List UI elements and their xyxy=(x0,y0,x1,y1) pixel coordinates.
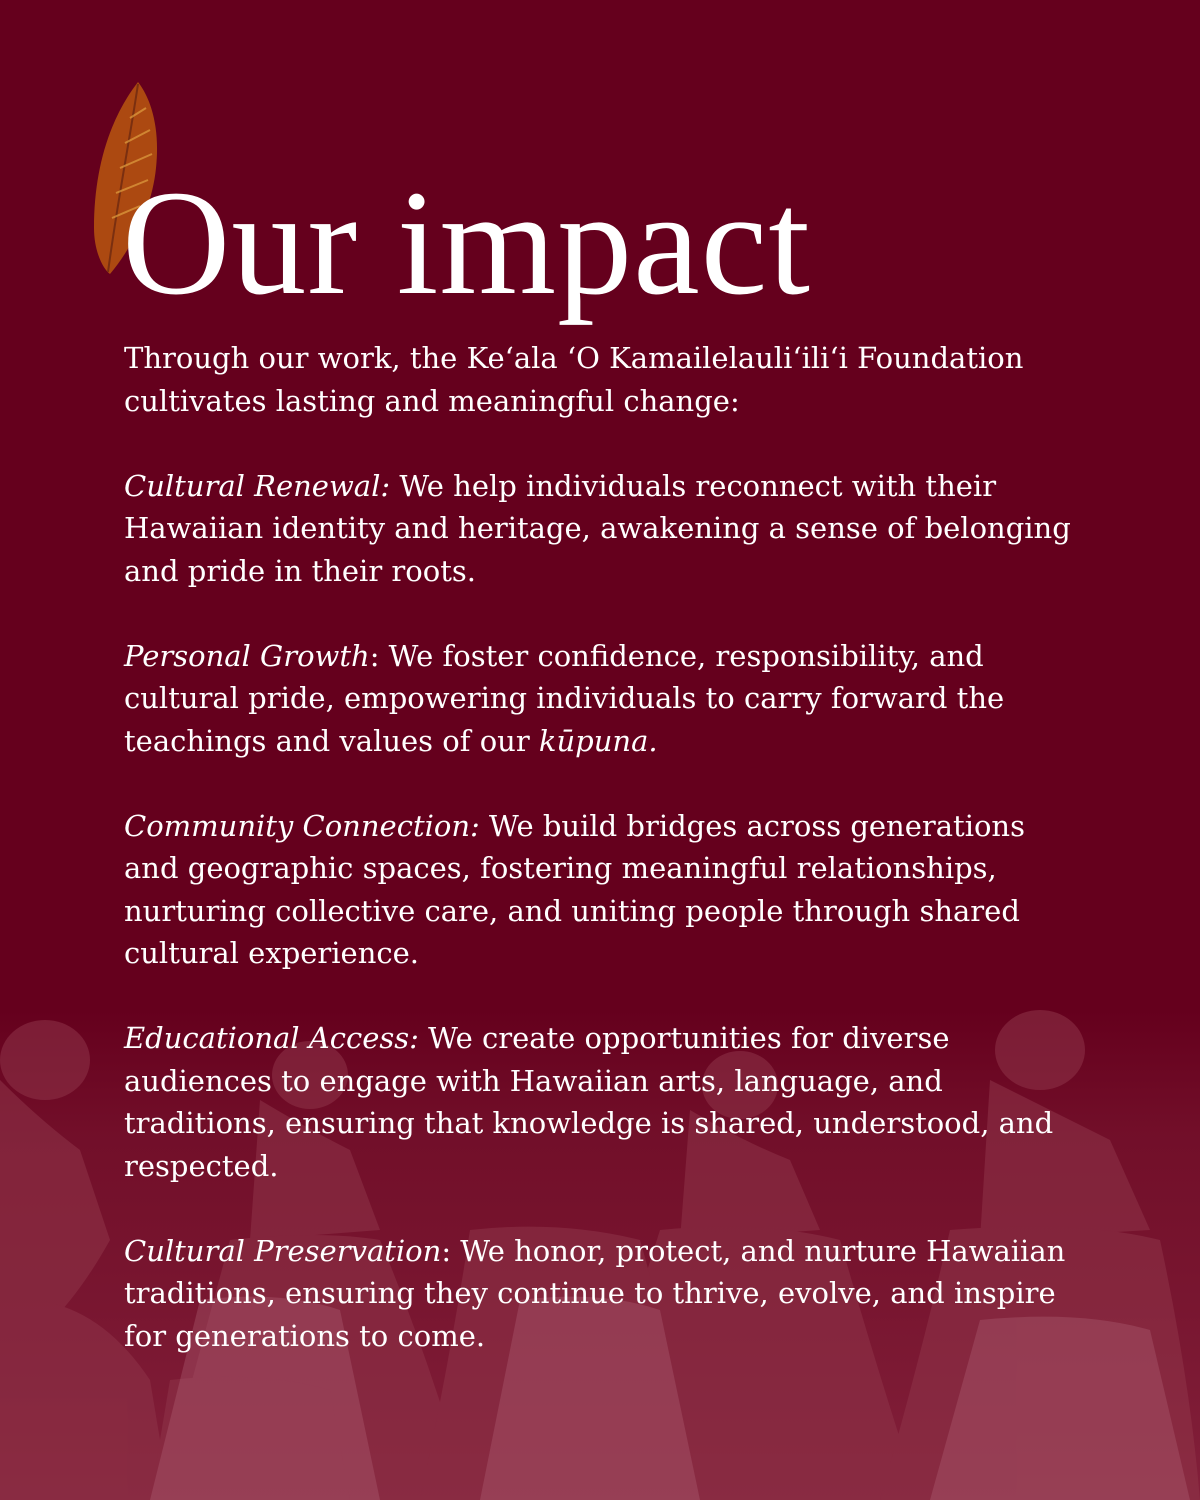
impact-item-personal-growth xyxy=(124,635,1084,763)
impact-emphasis: kūpuna xyxy=(538,723,649,758)
intro-paragraph: Through our work, the Ke‘ala ‘O Kamailelauli‘ili‘i Foundation cultivates lasting and meaningful change: xyxy=(124,341,1024,418)
page-title: Our impact xyxy=(122,160,811,326)
impact-term: Educational Access: xyxy=(124,1021,419,1055)
impact-term: Cultural Renewal: xyxy=(124,468,391,503)
impact-item-cultural-preservation xyxy=(124,1230,1084,1358)
impact-term: Community Connection: xyxy=(124,808,480,843)
impact-text: We create opportunities for diverse audiences to engage with Hawaiian arts, language, and traditions, ensuring that knowledge is shared, understood, and respected. xyxy=(124,1021,1054,1183)
impact-end: . xyxy=(648,723,658,758)
impact-content xyxy=(124,337,1084,1400)
impact-text: : We honor, protect, and nurture Hawaiian traditions, ensuring they continue to thrive, evolve, and inspire for generations to come. xyxy=(124,1233,1066,1353)
impact-text: We build bridges across generations and geographic spaces, fostering meaningful relationships, nurturing collective care, and uniting people through shared cultural experience. xyxy=(124,808,1025,970)
impact-item-cultural-renewal xyxy=(124,465,1084,593)
impact-item-community-connection xyxy=(124,805,1084,975)
impact-term: Personal Growth xyxy=(124,638,370,673)
impact-item-educational-access xyxy=(124,1017,1084,1187)
impact-text: : We foster confidence, responsibility, and cultural pride, empowering individuals to carry forward the teachings and values of our xyxy=(124,638,1005,758)
impact-text: We help individuals reconnect with their Hawaiian identity and heritage, awakening a sense of belonging and pride in their roots. xyxy=(124,468,1071,588)
impact-term: Cultural Preservation xyxy=(124,1233,442,1268)
